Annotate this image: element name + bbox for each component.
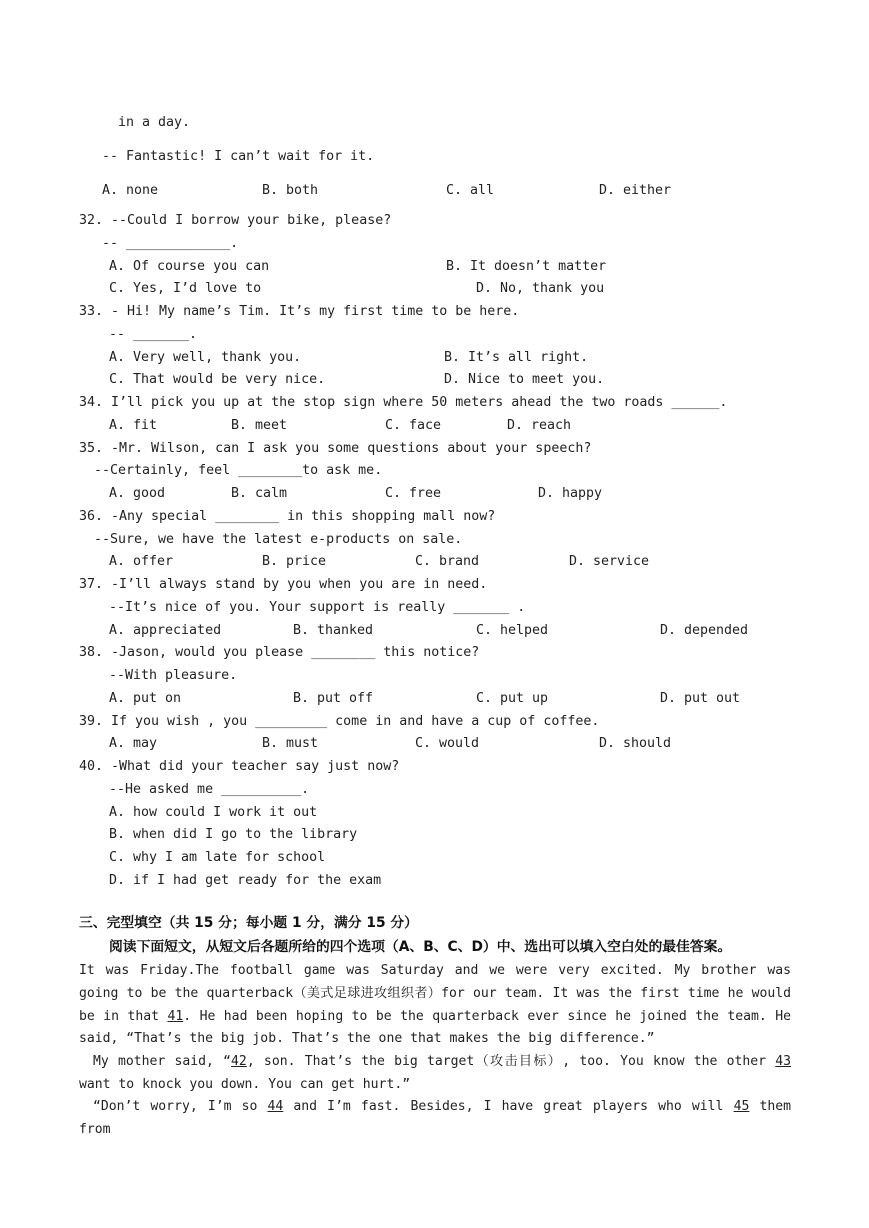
q38-option-c: C. put up (476, 691, 549, 706)
q39-option-a: A. may (109, 736, 158, 751)
q38-reply: --With pleasure. (109, 668, 238, 683)
q33-reply: -- _______. (109, 327, 198, 342)
q37-reply: --It’s nice of you. Your support is really _______ . (109, 600, 526, 615)
q36-stem: 36. -Any special ________ in this shopping mall now? (79, 509, 496, 524)
q40-option-a: A. how could I work it out (109, 805, 318, 820)
q37-option-c: C. helped (476, 623, 549, 638)
passage-paragraph-3 (79, 1096, 791, 1142)
q37-option-d: D. depended (660, 623, 749, 638)
q31-option-a: A. none (102, 183, 159, 198)
q32-option-a: A. Of course you can (109, 259, 270, 274)
q32-option-c: C. Yes, I’d love to (109, 281, 262, 296)
q36-reply: --Sure, we have the latest e-products on sale. (94, 532, 463, 547)
q40-option-c: C. why I am late for school (109, 850, 326, 865)
q36-option-a: A. offer (109, 554, 174, 569)
q33-stem: 33. - Hi! My name’s Tim. It’s my first time to be here. (79, 304, 520, 319)
blank-41: 41 (167, 1008, 184, 1024)
q31-option-b: B. both (262, 183, 319, 198)
section-three-title: 三、完型填空（共 15 分；每小题 1 分，满分 15 分） (79, 915, 418, 931)
q40-option-b: B. when did I go to the library (109, 827, 358, 842)
q35-stem: 35. -Mr. Wilson, can I ask you some questions about your speech? (79, 441, 592, 456)
q38-stem: 38. -Jason, would you please ________ this notice? (79, 645, 480, 660)
q36-option-c: C. brand (415, 554, 480, 569)
passage-text: “Don’t worry, I’m so (93, 1099, 268, 1114)
q37-option-a: A. appreciated (109, 623, 222, 638)
q37-stem: 37. -I’ll always stand by you when you are in need. (79, 577, 488, 592)
q35-option-b: B. calm (231, 486, 288, 501)
section-three-instruction: 阅读下面短文，从短文后各题所给的四个选项（A、B、C、D）中、选出可以填入空白处的最佳答案。 (109, 939, 732, 955)
q36-option-d: D. service (569, 554, 650, 569)
q31-option-d: D. either (599, 183, 672, 198)
q38-option-b: B. put off (293, 691, 374, 706)
q31-reply: -- Fantastic! I can’t wait for it. (102, 149, 375, 164)
q33-option-b: B. It’s all right. (444, 350, 589, 365)
blank-42: 42 (231, 1054, 247, 1069)
passage-text: My mother said, “ (93, 1054, 232, 1069)
q34-stem: 34. I’ll pick you up at the stop sign where 50 meters ahead the two roads ______. (79, 395, 728, 410)
passage-text: It was Friday.The football game was Saturday and we were very excited. My brother was going to be the quarterback（美式足球进攻组织者）for our team. It was the first time he would be in that (79, 963, 791, 1024)
q36-option-b: B. price (262, 554, 327, 569)
blank-45: 45 (733, 1099, 750, 1114)
blank-43: 43 (775, 1054, 792, 1069)
q31-stem-continuation: in a day. (118, 115, 191, 130)
q32-reply: -- _____________. (102, 236, 239, 251)
q37-option-b: B. thanked (293, 623, 374, 638)
q35-option-c: C. free (385, 486, 442, 501)
passage-text: , son. That’s the big target（攻击目标）, too. You know the other (246, 1054, 776, 1069)
q34-option-a: A. fit (109, 418, 158, 433)
passage-text: and I’m fast. Besides, I have great players who will (283, 1099, 734, 1114)
q40-option-d: D. if I had get ready for the exam (109, 873, 382, 888)
q35-option-a: A. good (109, 486, 166, 501)
q31-option-c: C. all (446, 183, 495, 198)
passage-paragraph-2 (79, 1051, 791, 1097)
q38-option-a: A. put on (109, 691, 182, 706)
q39-option-b: B. must (262, 736, 319, 751)
passage-text: them from (79, 1099, 791, 1137)
q40-stem: 40. -What did your teacher say just now? (79, 759, 400, 774)
q33-option-d: D. Nice to meet you. (444, 372, 605, 387)
q39-option-d: D. should (599, 736, 672, 751)
q39-stem: 39. If you wish , you _________ come in and have a cup of coffee. (79, 714, 600, 729)
q32-option-d: D. No, thank you (476, 281, 605, 296)
q35-reply: --Certainly, feel ________to ask me. (94, 463, 383, 478)
q35-option-d: D. happy (538, 486, 603, 501)
q40-reply: --He asked me __________. (109, 782, 310, 797)
q38-option-d: D. put out (660, 691, 741, 706)
q34-option-b: B. meet (231, 418, 288, 433)
q34-option-d: D. reach (507, 418, 572, 433)
q34-option-c: C. face (385, 418, 442, 433)
passage-text: . He had been hoping to be the quarterback ever since he joined the team. He said, “That’s the big job. That’s the one that makes the big difference.” (79, 1008, 791, 1047)
q32-option-b: B. It doesn’t matter (446, 259, 607, 274)
blank-44: 44 (267, 1099, 284, 1114)
passage-text: want to knock you down. You can get hurt.” (79, 1076, 411, 1092)
q32-stem: 32. --Could I borrow your bike, please? (79, 213, 392, 228)
q33-option-a: A. Very well, thank you. (109, 350, 302, 365)
q39-option-c: C. would (415, 736, 480, 751)
q33-option-c: C. That would be very nice. (109, 372, 326, 387)
passage-paragraph-1 (79, 960, 791, 1051)
